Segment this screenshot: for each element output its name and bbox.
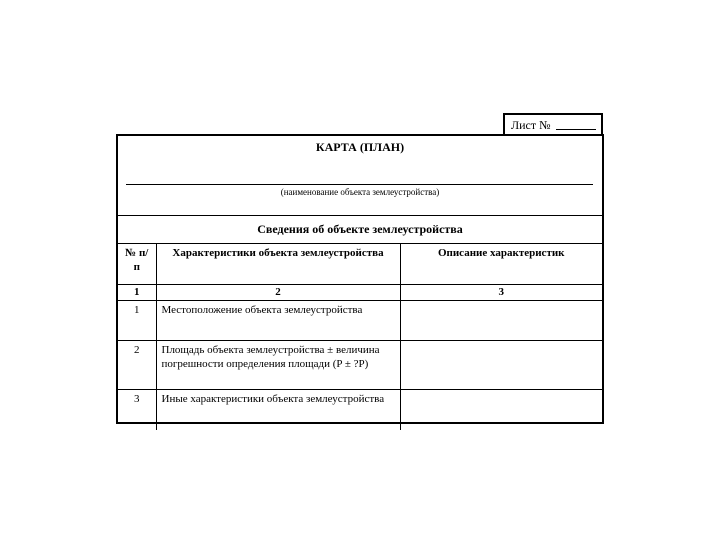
column-number: 1	[118, 285, 156, 301]
row-number: 1	[118, 301, 156, 341]
characteristics-table	[118, 244, 602, 430]
row-characteristic: Площадь объекта землеустройства ± величина погрешности определения площади (P ± ?P)	[156, 341, 400, 390]
column-number: 3	[400, 285, 602, 301]
column-header-characteristic: Характеристики объекта землеустройства	[156, 244, 400, 285]
object-name-line[interactable]	[126, 184, 593, 185]
form-title: КАРТА (ПЛАН)	[315, 140, 405, 154]
column-header-num: № п/п	[118, 244, 156, 285]
table-row	[118, 341, 602, 390]
table-header-row	[118, 244, 602, 285]
row-description-cell[interactable]	[400, 390, 602, 431]
row-number: 3	[118, 390, 156, 431]
row-description-cell[interactable]	[400, 301, 602, 341]
sheet-number-label: Лист №	[511, 118, 551, 132]
column-header-description: Описание характеристик	[400, 244, 602, 285]
row-number: 2	[118, 341, 156, 390]
sheet-number-box	[503, 113, 603, 135]
section-title: Сведения об объекте землеустройства	[118, 216, 602, 244]
table-row	[118, 390, 602, 431]
document-form	[116, 134, 604, 424]
row-description-cell[interactable]	[400, 341, 602, 390]
object-name-caption: (наименование объекта землеустройства)	[280, 187, 440, 197]
table-row	[118, 301, 602, 341]
column-number: 2	[156, 285, 400, 301]
row-characteristic: Местоположение объекта землеустройства	[156, 301, 400, 341]
sheet-number-blank[interactable]	[556, 118, 596, 130]
column-number-row	[118, 285, 602, 301]
row-characteristic: Иные характеристики объекта землеустройства	[156, 390, 400, 431]
title-block	[118, 136, 602, 216]
